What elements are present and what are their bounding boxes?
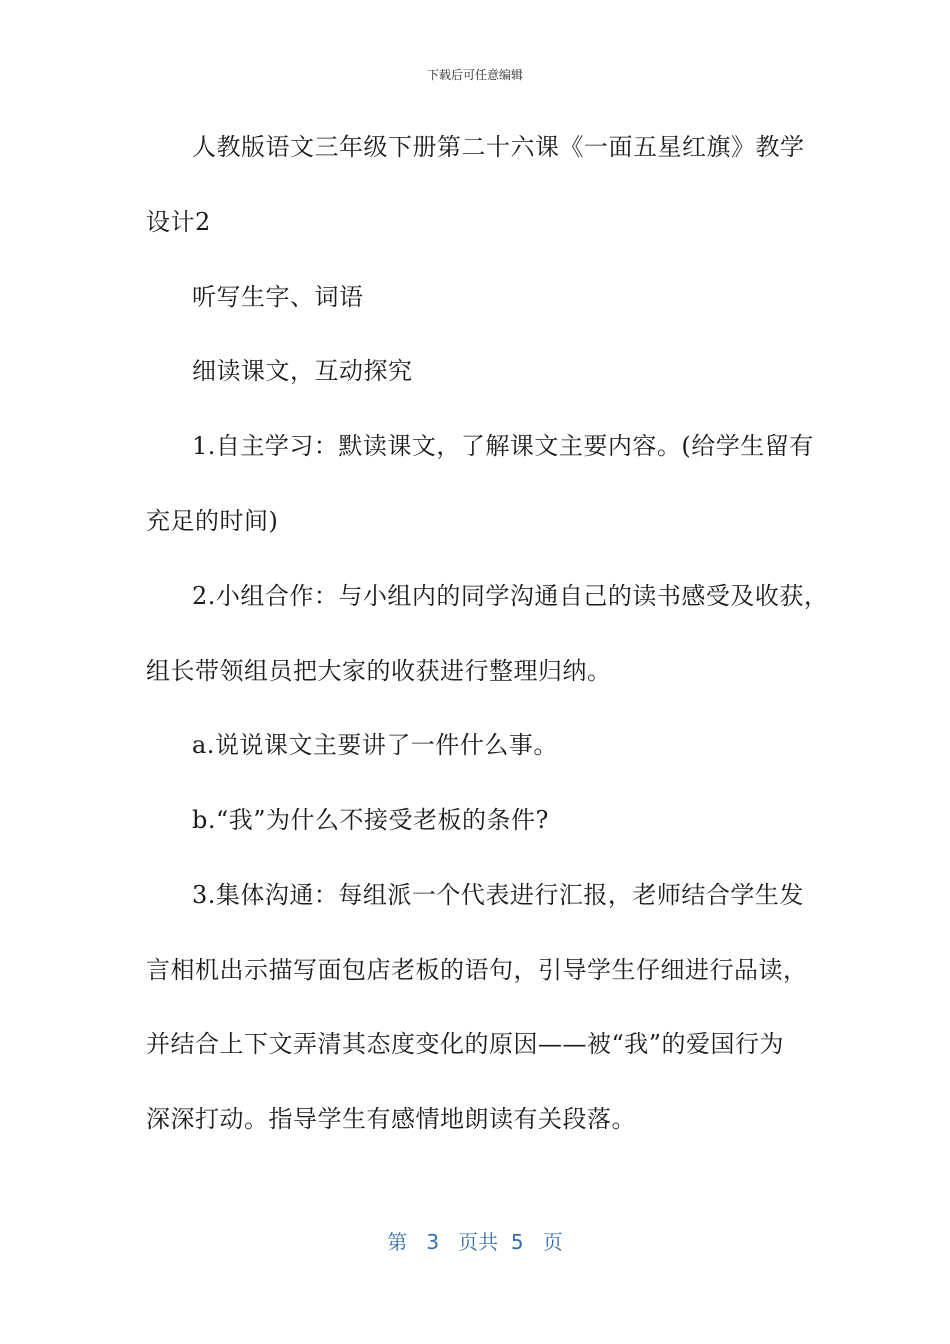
- title-line-2: 设计2: [146, 208, 211, 236]
- section-heading: 细读课文，互动探究: [192, 357, 413, 385]
- paragraph-line: a.说说课文主要讲了一件什么事。: [192, 731, 558, 759]
- total-pages-number: 5: [510, 1230, 524, 1254]
- paragraph-line: 组长带领组员把大家的收获进行整理归纳。: [146, 657, 612, 685]
- footer-suffix: 页: [542, 1230, 563, 1254]
- paragraph-line: b.“我”为什么不接受老板的条件?: [192, 806, 549, 834]
- title-line-1: 人教版语文三年级下册第二十六课《一面五星红旗》教学: [192, 133, 805, 161]
- paragraph-line: 并结合上下文弄清其态度变化的原因——被“我”的爱国行为: [146, 1030, 785, 1058]
- paragraph-line: 3.集体沟通：每组派一个代表进行汇报，老师结合学生发: [192, 881, 804, 909]
- current-page-number: 3: [426, 1230, 440, 1254]
- footer-middle: 页共: [458, 1230, 499, 1254]
- paragraph-line: 言相机出示描写面包店老板的语句，引导学生仔细进行品读，: [146, 956, 808, 984]
- paragraph-line: 1.自主学习：默读课文，了解课文主要内容。(给学生留有: [192, 432, 814, 460]
- page-footer: [0, 1226, 950, 1255]
- header-note: 下载后可任意编辑: [426, 68, 523, 82]
- paragraph-line: 2.小组合作：与小组内的同学沟通自己的读书感受及收获，: [192, 582, 829, 610]
- footer-prefix: 第: [387, 1230, 408, 1254]
- paragraph-line: 充足的时间): [146, 507, 279, 535]
- paragraph-line: 听写生字、词语: [192, 283, 364, 311]
- paragraph-line: 深深打动。指导学生有感情地朗读有关段落。: [146, 1105, 636, 1133]
